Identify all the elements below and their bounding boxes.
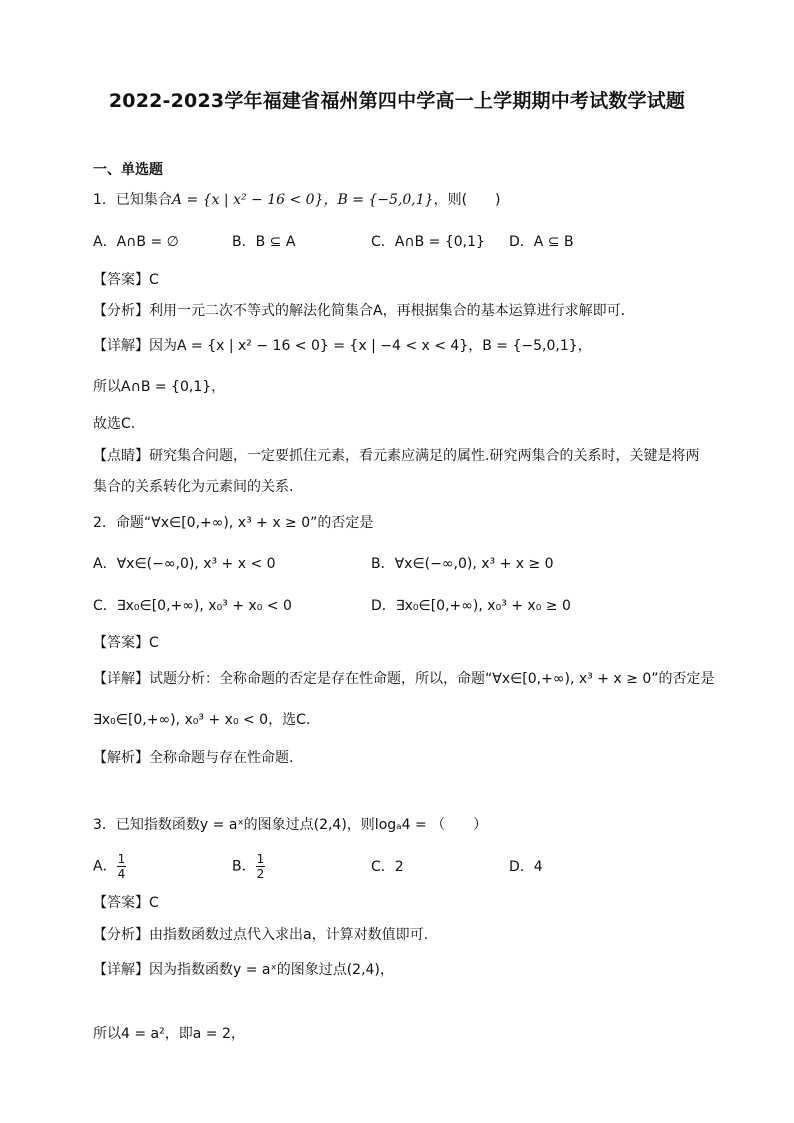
q3-stem: 3．已知指数函数y = aˣ的图象过点(2,4)，则logₐ4 = （ ） <box>93 817 488 833</box>
q1-comment-line1: 【点睛】研究集合问题，一定要抓住元素，看元素应满足的属性.研究两集合的关系时，关键是将两 <box>93 448 700 464</box>
fraction-numerator: 1 <box>256 852 265 866</box>
q1-set-a: A = {x | x² − 16 < 0} <box>171 192 324 208</box>
q3-option-c: C．2 <box>371 859 404 875</box>
q3-answer: 【答案】C <box>93 895 159 911</box>
q2-detail-line1: 【详解】试题分析：全称命题的否定是存在性命题，所以，命题“∀x∈[0,+∞), x³ + x ≥ 0”的否定是 <box>93 671 715 687</box>
q1-detail-result: 所以A∩B = {0,1}， <box>93 379 226 395</box>
q1-detail: 【详解】因为A = {x | x² − 16 < 0} = {x | −4 < x < 4}，B = {−5,0,1}， <box>93 338 592 354</box>
q3-option-b-fraction <box>256 852 266 881</box>
q1-answer: 【答案】C <box>93 272 159 288</box>
q3-option-b-label: B． <box>232 858 256 875</box>
q1-detail-choice: 故选C． <box>93 416 145 432</box>
q3-detail: 【详解】因为指数函数y = aˣ的图象过点(2,4)， <box>93 962 394 978</box>
q1-stem-post: ，则( ) <box>433 192 501 208</box>
q1-stem-pre: 1．已知集合 <box>93 192 172 208</box>
q1-stem <box>93 190 501 210</box>
q3-option-b <box>232 852 265 881</box>
q2-option-d: D．∃x₀∈[0,+∞), x₀³ + x₀ ≥ 0 <box>371 598 571 614</box>
fraction-denominator: 4 <box>117 867 126 881</box>
q3-option-a-fraction <box>117 852 127 881</box>
q2-option-c: C．∃x₀∈[0,+∞), x₀³ + x₀ < 0 <box>93 598 292 614</box>
fraction-numerator: 1 <box>117 852 126 866</box>
q2-detail-line2: ∃x₀∈[0,+∞), x₀³ + x₀ < 0，选C. <box>93 712 311 728</box>
q1-comment-line2: 集合的关系转化为元素间的关系. <box>93 479 294 495</box>
q1-option-d: D．A ⊆ B <box>509 234 574 250</box>
q3-option-a-label: A． <box>93 858 117 875</box>
q2-option-a: A．∀x∈(−∞,0), x³ + x < 0 <box>93 556 276 572</box>
q2-explain: 【解析】全称命题与存在性命题. <box>93 750 294 766</box>
q3-detail-result: 所以4 = a²，即a = 2， <box>93 1026 245 1042</box>
q1-set-b: ，B = {−5,0,1} <box>323 192 434 208</box>
q2-answer: 【答案】C <box>93 635 159 651</box>
q2-stem: 2．命题“∀x∈[0,+∞), x³ + x ≥ 0”的否定是 <box>93 515 374 531</box>
q1-option-c: C．A∩B = {0,1} <box>371 234 485 250</box>
q3-option-d: D．4 <box>509 859 543 875</box>
q1-option-a: A．A∩B = ∅ <box>93 234 179 250</box>
q3-option-a <box>93 852 126 881</box>
q3-analysis: 【分析】由指数函数过点代入求出a，计算对数值即可. <box>93 927 429 943</box>
fraction-denominator: 2 <box>256 867 265 881</box>
page-title: 2022-2023学年福建省福州第四中学高一上学期期中考试数学试题 <box>108 90 686 112</box>
q2-option-b: B．∀x∈(−∞,0), x³ + x ≥ 0 <box>371 556 554 572</box>
q1-analysis: 【分析】利用一元二次不等式的解法化简集合A，再根据集合的基本运算进行求解即可． <box>93 303 635 319</box>
q1-option-b: B．B ⊆ A <box>232 234 296 250</box>
section-heading: 一、单选题 <box>93 162 163 178</box>
